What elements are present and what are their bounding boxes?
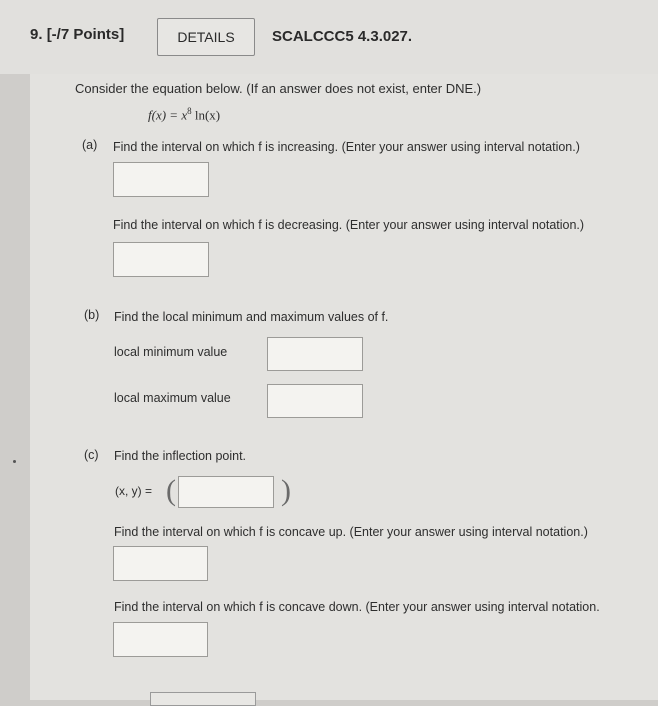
- concave-down-question: Find the interval on which f is concave down. (Enter your answer using interval notation.: [114, 600, 600, 614]
- part-a-decreasing-question: Find the interval on which f is decreasing. (Enter your answer using interval notation.): [113, 218, 585, 232]
- decreasing-interval-input[interactable]: [113, 242, 209, 277]
- part-a-increasing-question: Find the interval on which f is increasing. (Enter your answer using interval notation.): [113, 140, 580, 154]
- part-b-question: Find the local minimum and maximum values of f.: [114, 310, 389, 324]
- details-button[interactable]: DETAILS: [157, 18, 255, 56]
- inflection-point-label: (x, y) =: [115, 484, 153, 498]
- local-maximum-input[interactable]: [267, 384, 363, 418]
- equation-lhs: f(x) = x: [148, 107, 188, 123]
- points-label: [-/7 Points]: [46, 26, 125, 43]
- concave-up-question: Find the interval on which f is concave up. (Enter your answer using interval notation.): [114, 525, 588, 539]
- part-c-question: Find the inflection point.: [114, 449, 247, 463]
- problem-code: SCALCCC5 4.3.027.: [272, 28, 413, 45]
- local-minimum-input[interactable]: [267, 337, 363, 371]
- local-maximum-label: local maximum value: [114, 391, 231, 405]
- local-minimum-label: local minimum value: [114, 345, 228, 359]
- submit-button-partial[interactable]: [150, 692, 256, 706]
- inflection-point-input[interactable]: [178, 476, 274, 508]
- equation-exponent: 8: [187, 106, 192, 116]
- close-paren: ): [281, 474, 291, 507]
- part-b-label: (b): [84, 308, 100, 322]
- open-paren: (: [166, 474, 176, 507]
- increasing-interval-input[interactable]: [113, 162, 209, 197]
- question-number: [30, 26, 124, 43]
- part-a-label: (a): [82, 138, 98, 152]
- intro-text: Consider the equation below. (If an answer does not exist, enter DNE.): [75, 81, 482, 96]
- concave-up-input[interactable]: [113, 546, 208, 581]
- question-number-text: 9.: [30, 26, 43, 43]
- concave-down-input[interactable]: [113, 622, 208, 657]
- margin-dot: [13, 460, 16, 463]
- equation-tail: ln(x): [191, 107, 221, 123]
- equation: [148, 106, 220, 123]
- part-c-label: (c): [84, 448, 99, 462]
